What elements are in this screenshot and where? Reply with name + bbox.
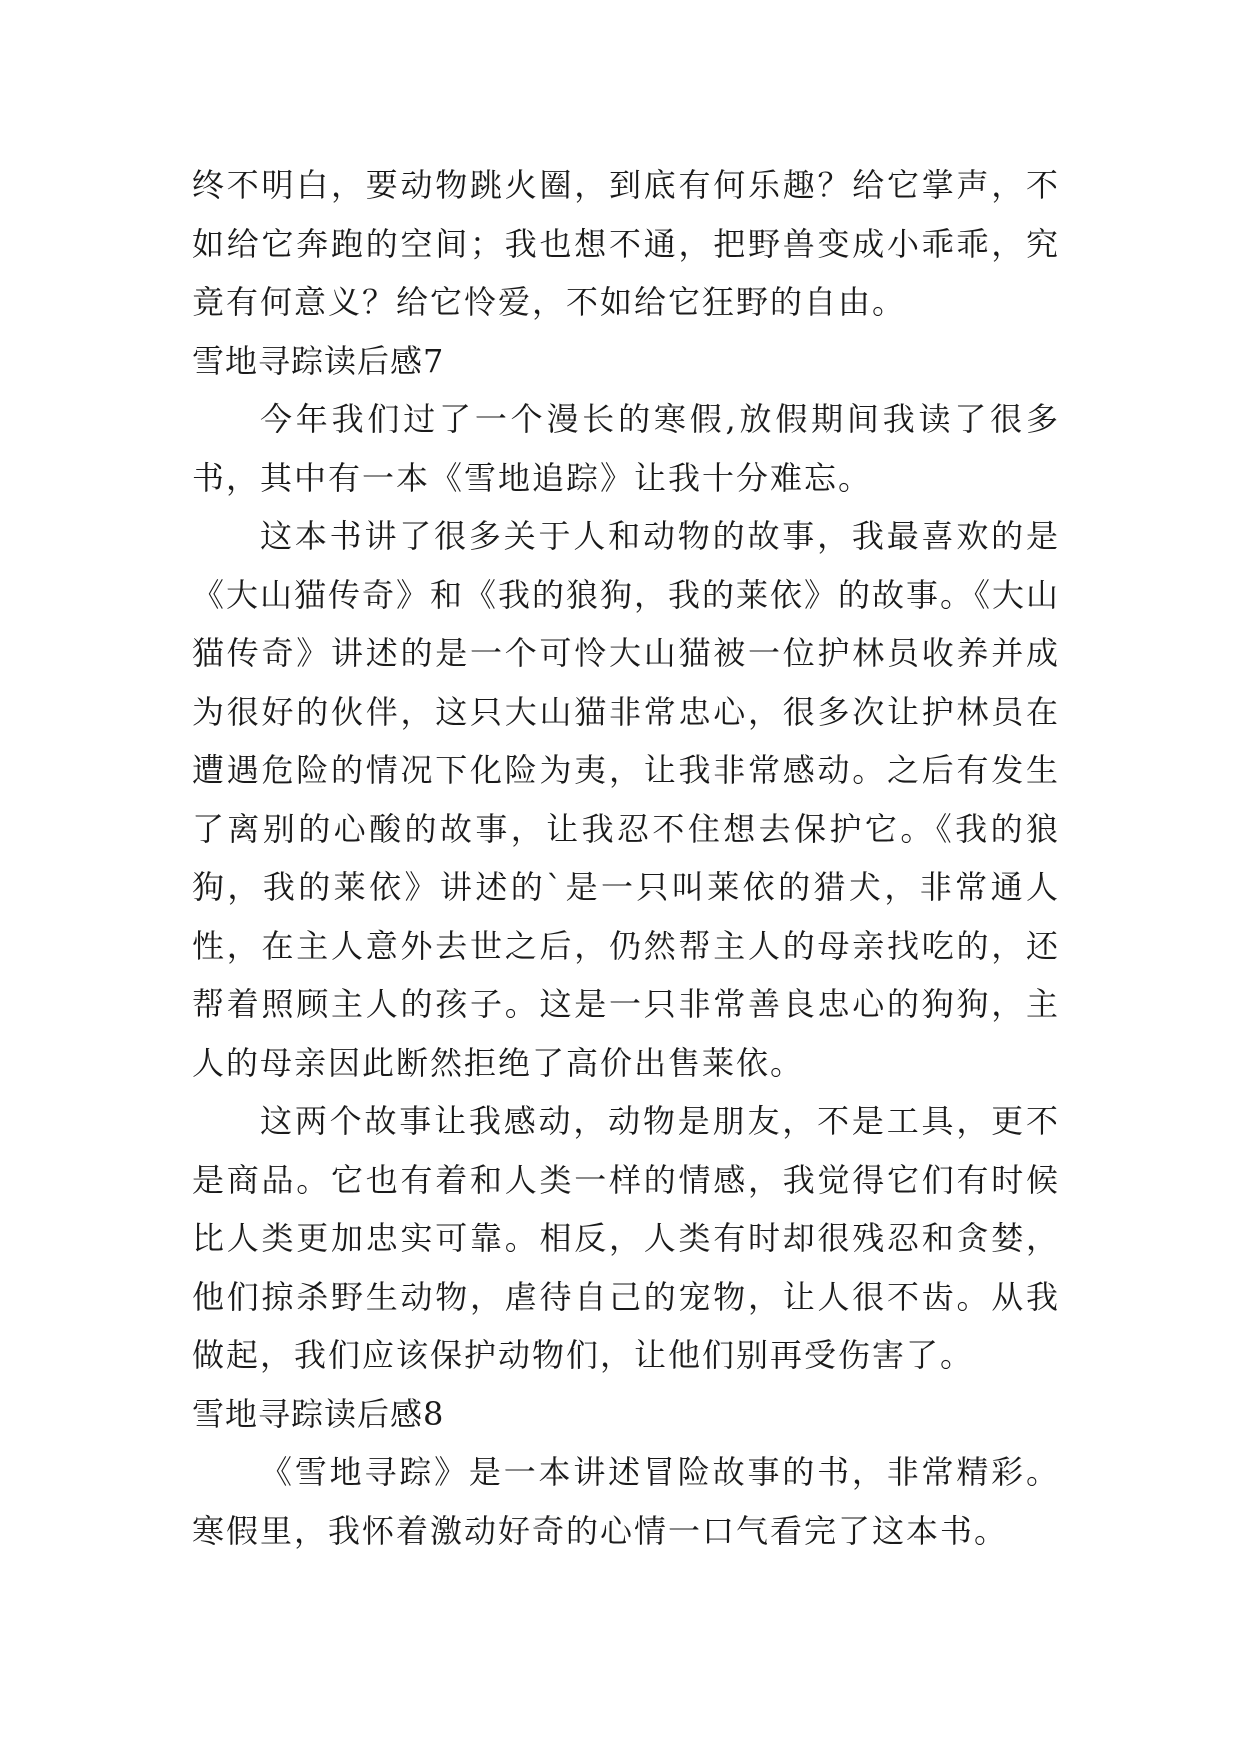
section-heading-7: 雪地寻踪读后感7 xyxy=(192,341,445,380)
paragraph: 今年我们过了一个漫长的寒假,放假期间我读了很多书，其中有一本《雪地追踪》让我十分难忘。 xyxy=(192,400,1060,497)
paragraph: 这两个故事让我感动，动物是朋友，不是工具，更不是商品。它也有着和人类一样的情感，我觉得它们有时候比人类更加忠实可靠。相反，人类有时却很残忍和贪婪，他们掠杀野生动物，虐待自己的宠物，让人很不齿。从我做起，我们应该保护动物们，让他们别再受伤害了。 xyxy=(192,1102,1060,1374)
document-body xyxy=(192,156,1060,1560)
paragraph-continued: 终不明白，要动物跳火圈，到底有何乐趣？给它掌声，不如给它奔跑的空间；我也想不通，把野兽变成小乖乖，究竟有何意义？给它怜爱，不如给它狂野的自由。 xyxy=(192,166,1060,321)
paragraph: 《雪地寻踪》是一本讲述冒险故事的书，非常精彩。寒假里，我怀着激动好奇的心情一口气看完了这本书。 xyxy=(192,1453,1060,1550)
paragraph: 这本书讲了很多关于人和动物的故事，我最喜欢的是《大山猫传奇》和《我的狼狗，我的莱依》的故事。《大山猫传奇》讲述的是一个可怜大山猫被一位护林员收养并成为很好的伙伴，这只大山猫非常忠心，很多次让护林员在遭遇危险的情况下化险为夷，让我非常感动。之后有发生了离别的心酸的故事，让我忍不住想去保护它。《我的狼狗，我的莱依》讲述的`是一只叫莱依的猎犬，非常通人性，在主人意外去世之后，仍然帮主人的母亲找吃的，还帮着照顾主人的孩子。这是一只非常善良忠心的狗狗，主人的母亲因此断然拒绝了高价出售莱依。 xyxy=(192,517,1061,1082)
section-heading-8: 雪地寻踪读后感8 xyxy=(192,1394,445,1433)
